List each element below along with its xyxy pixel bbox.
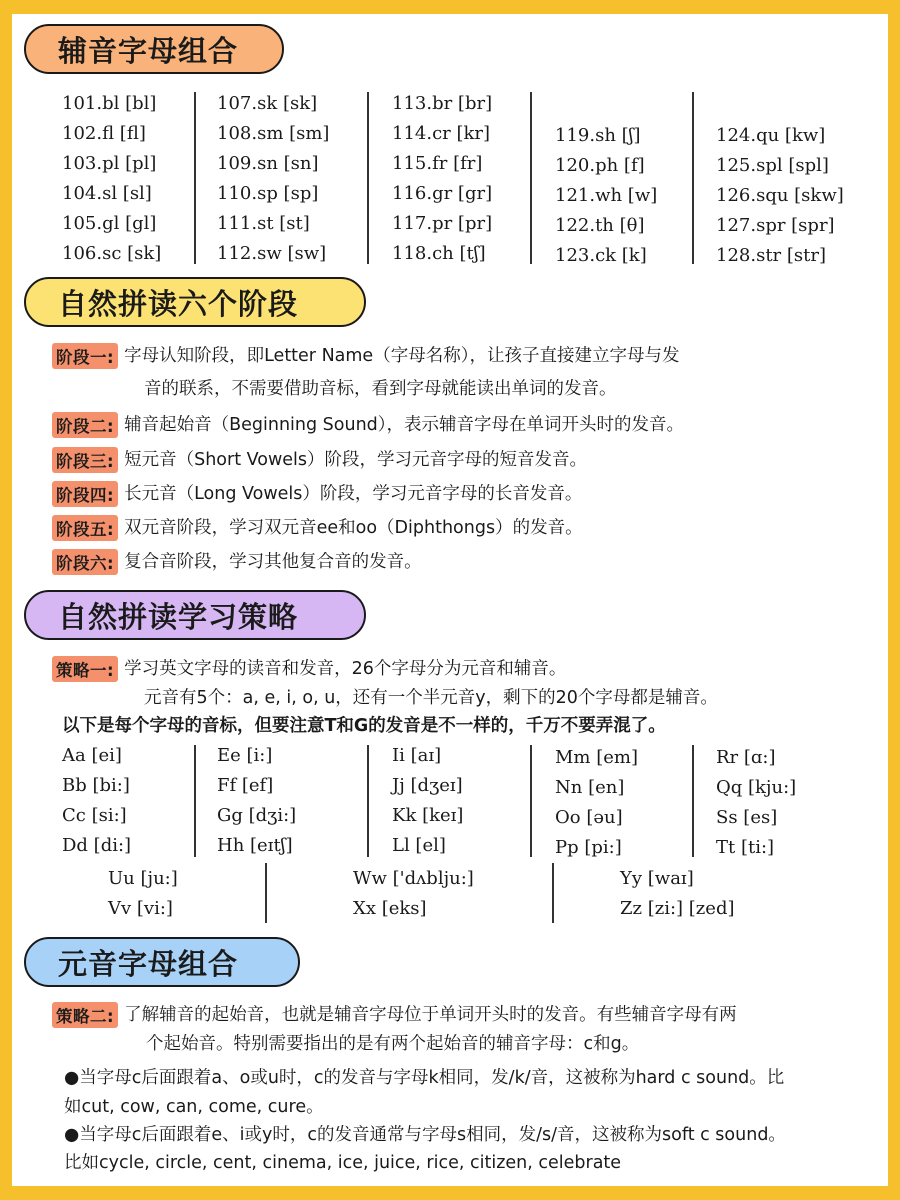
section-title-text: 自然拼读六个阶段	[58, 286, 299, 321]
column-divider	[367, 92, 369, 264]
consonant-item: 114.cr [kr]	[392, 123, 491, 144]
letter-item: Pp [pi:]	[555, 837, 622, 858]
stage-text: 字母认知阶段，即Letter Name（字母名称），让孩子直接建立字母与发	[124, 346, 680, 366]
letter-item: Ss [es]	[716, 807, 778, 828]
letter-item: Oo [əu]	[555, 807, 623, 828]
consonant-item: 122.th [θ]	[555, 215, 645, 236]
consonant-item: 101.bl [bl]	[62, 93, 157, 114]
letter-item: Uu [ju:]	[108, 868, 178, 889]
letter-item: Bb [bi:]	[62, 775, 130, 796]
consonant-item: 111.st [st]	[217, 213, 310, 234]
section-title-stages	[24, 277, 366, 327]
consonant-item: 108.sm [sm]	[217, 123, 330, 144]
letter-item: Aa [ei]	[62, 745, 122, 766]
stage-item	[52, 481, 582, 507]
consonant-item: 104.sl [sl]	[62, 183, 152, 204]
stage-tag: 阶段五:	[52, 515, 118, 541]
column-divider	[692, 745, 694, 857]
consonant-item: 102.fl [fl]	[62, 123, 146, 144]
stage-item	[52, 343, 679, 369]
stage-text-continued: 音的联系，不需要借助音标，看到字母就能读出单词的发音。	[144, 379, 617, 399]
stage-item	[52, 447, 587, 473]
stage-text: 长元音（Long Vowels）阶段，学习元音字母的长音发音。	[124, 484, 583, 504]
consonant-item: 118.ch [tʃ]	[392, 243, 486, 264]
letter-item: Dd [di:]	[62, 835, 132, 856]
consonant-item: 128.str [str]	[716, 245, 826, 266]
letter-item: Hh [eɪtʃ]	[217, 835, 293, 856]
consonant-item: 120.ph [f]	[555, 155, 645, 176]
section-title-vowels	[24, 937, 300, 987]
letter-item: Gg [dʒi:]	[217, 805, 297, 826]
bullet-soft-c: ●当字母c后面跟着e、i或y时，c的发音通常与字母s相同，发/s/音，这被称为soft c sound。	[64, 1125, 786, 1145]
strategy-text-continued: 个起始音。特别需要指出的是有两个起始音的辅音字母：c和g。	[146, 1034, 640, 1054]
consonant-item: 105.gl [gl]	[62, 213, 157, 234]
consonant-item: 124.qu [kw]	[716, 125, 826, 146]
stage-tag: 阶段三:	[52, 447, 118, 473]
letter-item: Ii [aɪ]	[392, 745, 442, 766]
section-title-strategy	[24, 590, 366, 640]
letter-item: Nn [en]	[555, 777, 625, 798]
strategy-item	[52, 656, 566, 682]
strategy-text: 了解辅音的起始音，也就是辅音字母位于单词开头时的发音。有些辅音字母有两	[124, 1005, 737, 1025]
consonant-item: 119.sh [ʃ]	[555, 125, 641, 146]
letter-item: Yy [waɪ]	[620, 868, 694, 889]
letter-item: Jj [dʒeɪ]	[392, 775, 463, 796]
consonant-item: 112.sw [sw]	[217, 243, 327, 264]
consonant-item: 110.sp [sp]	[217, 183, 319, 204]
letter-item: Xx [eks]	[353, 898, 427, 919]
stage-tag: 阶段二:	[52, 412, 118, 438]
column-divider	[194, 92, 196, 264]
consonant-item: 116.gr [gr]	[392, 183, 493, 204]
letter-item: Cc [si:]	[62, 805, 127, 826]
consonant-item: 103.pl [pl]	[62, 153, 157, 174]
letter-item: Qq [kju:]	[716, 777, 797, 798]
strategy-text-continued: 元音有5个：a, e, i, o, u，还有一个半元音y，剩下的20个字母都是辅音。	[144, 688, 718, 708]
bullet-hard-c: ●当字母c后面跟着a、o或u时，c的发音与字母k相同，发/k/音，这被称为hard c sound。比	[64, 1068, 785, 1088]
consonant-item: 127.spr [spr]	[716, 215, 835, 236]
letter-item: Rr [ɑ:]	[716, 747, 776, 768]
stage-text: 辅音起始音（Beginning Sound），表示辅音字母在单词开头时的发音。	[124, 415, 685, 435]
stage-text: 双元音阶段，学习双元音ee和oo（Diphthongs）的发音。	[124, 518, 583, 538]
letter-item: Vv [vi:]	[108, 898, 173, 919]
consonant-item: 109.sn [sn]	[217, 153, 319, 174]
strategy-tag: 策略二:	[52, 1002, 118, 1028]
letter-item: Ee [i:]	[217, 745, 273, 766]
consonant-item: 107.sk [sk]	[217, 93, 318, 114]
letter-item: Ww ['dʌblju:]	[353, 868, 474, 889]
consonant-item: 125.spl [spl]	[716, 155, 829, 176]
stage-item	[52, 412, 684, 438]
column-divider	[367, 745, 369, 857]
column-divider	[552, 863, 554, 923]
column-divider	[265, 863, 267, 923]
strategy-text: 学习英文字母的读音和发音，26个字母分为元音和辅音。	[124, 659, 567, 679]
strategy-tag: 策略一:	[52, 656, 118, 682]
section-title-text: 自然拼读学习策略	[58, 599, 299, 634]
consonant-item: 113.br [br]	[392, 93, 493, 114]
stage-text: 短元音（Short Vowels）阶段，学习元音字母的短音发音。	[124, 450, 588, 470]
stage-text: 复合音阶段，学习其他复合音的发音。	[124, 552, 422, 572]
stage-tag: 阶段四:	[52, 481, 118, 507]
consonant-item: 126.squ [skw]	[716, 185, 844, 206]
letter-item: Ll [el]	[392, 835, 446, 856]
letter-note: 以下是每个字母的音标，但要注意T和G的发音是不一样的，千万不要弄混了。	[62, 716, 666, 736]
section-title-consonants	[24, 24, 284, 74]
stage-tag: 阶段一:	[52, 343, 118, 369]
column-divider	[692, 92, 694, 264]
stage-tag: 阶段六:	[52, 549, 118, 575]
column-divider	[530, 745, 532, 857]
stage-item	[52, 515, 583, 541]
column-divider	[194, 745, 196, 857]
stage-item	[52, 549, 422, 575]
consonant-item: 106.sc [sk]	[62, 243, 162, 264]
column-divider	[530, 92, 532, 264]
letter-item: Ff [ef]	[217, 775, 274, 796]
consonant-item: 115.fr [fr]	[392, 153, 483, 174]
bullet-hard-c-examples: 如cut, cow, can, come, cure。	[64, 1097, 324, 1117]
section-title-text: 辅音字母组合	[58, 33, 239, 68]
letter-item: Mm [em]	[555, 747, 638, 768]
section-title-text: 元音字母组合	[58, 946, 239, 981]
consonant-item: 121.wh [w]	[555, 185, 658, 206]
letter-item: Kk [keɪ]	[392, 805, 464, 826]
strategy-item	[52, 1002, 737, 1028]
letter-item: Tt [ti:]	[716, 837, 775, 858]
letter-item: Zz [zi:] [zed]	[620, 898, 735, 919]
bullet-soft-c-examples: 比如cycle, circle, cent, cinema, ice, juice, rice, citizen, celebrate	[64, 1153, 622, 1173]
consonant-item: 117.pr [pr]	[392, 213, 493, 234]
consonant-item: 123.ck [k]	[555, 245, 647, 266]
